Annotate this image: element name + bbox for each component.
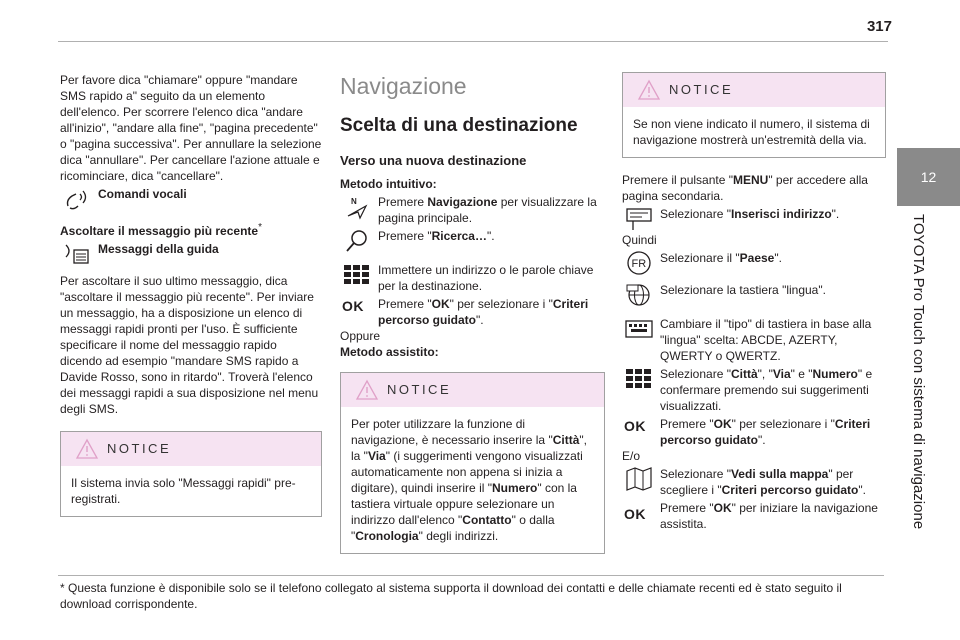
notice-b4: Contatto xyxy=(462,513,512,527)
notice-m3: " con la tastiera virtuale oppure selezionare un indirizzo dall'elenco " xyxy=(351,481,577,527)
step-navigation-row xyxy=(340,194,605,226)
s4-text: Cambiare il "tipo" di tastiera in base alla "lingua" scelta: ABCDE, AZERTY, QWERTY o QWERTZ. xyxy=(660,317,872,363)
page-number: 317 xyxy=(866,18,892,35)
s5-m2: " e " xyxy=(790,367,813,381)
page-title: Navigazione xyxy=(340,73,467,99)
step-city-street-row xyxy=(622,366,886,414)
oppure-text: Oppure xyxy=(340,329,381,343)
s7-pre: Selezionare " xyxy=(660,467,731,481)
s5-b2: Via xyxy=(772,367,791,381)
s8-b1: OK xyxy=(713,501,732,515)
s7-b2: Criteri percorso guidato xyxy=(721,483,859,497)
navigation-arrow-icon xyxy=(342,194,372,220)
step2-bold: Ricerca… xyxy=(431,229,487,243)
country-fr-icon xyxy=(624,250,654,276)
voice-instructions-paragraph: Per favore dica "chiamare" oppure "mandare SMS rapido a" seguito da un elemento dell'elenco. Per scorrere l'elenco dica "andare all'inizio", "andare alla fine", "pagina precedente" o "pagina successiva". Per annullare la selezione dica "annullare". Per cancellare l'azione attuale e ricominciare, dica "cancellare". xyxy=(60,73,322,183)
step1-post: per visualizzare la pagina principale. xyxy=(378,195,597,225)
step-ok-start-row xyxy=(622,500,886,532)
notice-box-2 xyxy=(340,372,605,554)
notice-header xyxy=(61,432,321,466)
notice-b3: Numero xyxy=(492,481,538,495)
chapter-title: TOYOTA Pro Touch con sistema di navigazione xyxy=(910,214,927,530)
listen-footnote-mark: * xyxy=(258,222,262,233)
s7-post: ". xyxy=(858,483,866,497)
s5-post: " e confermare premendo sui suggerimenti visualizzati. xyxy=(660,367,873,413)
header-divider xyxy=(58,41,888,42)
menu-paragraph xyxy=(622,172,886,204)
step-keyboard-type-row xyxy=(622,316,886,364)
guide-messages-label: Messaggi della guida xyxy=(98,242,219,256)
s8-pre: Premere " xyxy=(660,501,714,515)
warning-icon xyxy=(637,79,661,101)
keyboard-grid-icon xyxy=(342,262,372,288)
warning-icon xyxy=(75,438,99,460)
eo-text: E/o xyxy=(622,449,641,463)
step4-mid: " per selezionare i " xyxy=(449,297,553,311)
method-assisted-label: Metodo assistito: xyxy=(340,345,439,359)
notice-label: NOTICE xyxy=(107,441,172,456)
keyboard-icon xyxy=(624,316,654,342)
s1-post: ". xyxy=(831,207,840,221)
s5-b1: Città xyxy=(730,367,758,381)
notice-text: Se non viene indicato il numero, il sistema di navigazione mostrerà un'estremità della via. xyxy=(633,117,870,147)
s6-b1: OK xyxy=(713,417,732,431)
notice-post: " degli indirizzi. xyxy=(418,529,499,543)
step-map-row xyxy=(622,466,886,498)
s5-pre: Selezionare " xyxy=(660,367,731,381)
s6-mid: " per selezionare i " xyxy=(731,417,835,431)
p1-post: " per accedere alla pagina secondaria. xyxy=(622,173,868,203)
step4-bold1: OK xyxy=(431,297,450,311)
step-country-row xyxy=(622,250,886,276)
s5-b3: Numero xyxy=(812,367,858,381)
listen-heading-line xyxy=(60,220,322,239)
step1-bold: Navigazione xyxy=(427,195,498,209)
notice-b5: Cronologia xyxy=(355,529,419,543)
s1-bold: Inserisci indirizzo xyxy=(730,207,832,221)
p1-pre: Premere il pulsante " xyxy=(622,173,733,187)
step3-text: Immettere un indirizzo o le parole chiave per la destinazione. xyxy=(378,263,594,293)
s6-pre: Premere " xyxy=(660,417,714,431)
fr-text: FR xyxy=(631,258,647,270)
subsection-title: Verso una nuova destinazione xyxy=(340,153,527,168)
footnote: * Questa funzione è disponibile solo se il telefono collegato al sistema supporta il download dei contatti e delle chiamate recenti ed è stato seguito il download corrispondente. xyxy=(60,581,842,611)
notice-box-3 xyxy=(622,72,886,158)
step-insert-address-row xyxy=(622,206,886,232)
step-ok-criteria-row xyxy=(622,416,886,448)
messages-guide-icon xyxy=(62,241,92,267)
notice-m4: " o dalla " xyxy=(351,513,555,543)
s2-pre: Selezionare il " xyxy=(660,251,740,265)
s5-m1: ", " xyxy=(757,367,773,381)
language-globe-icon xyxy=(624,282,654,308)
step1-pre: Premere xyxy=(378,195,428,209)
guide-messages-row xyxy=(60,241,322,267)
column-3 xyxy=(622,72,886,532)
chapter-side-title xyxy=(903,214,931,554)
notice-text xyxy=(341,407,604,553)
ok-label: OK xyxy=(624,418,646,434)
notice-pre: Per poter utilizzare la funzione di navigazione, è necessario inserire la " xyxy=(351,417,553,447)
s2-bold: Paese xyxy=(739,251,775,265)
notice-label: NOTICE xyxy=(387,382,452,397)
step4-pre: Premere " xyxy=(378,297,432,311)
address-sign-icon xyxy=(624,206,654,232)
method-intuitive-label: Metodo intuitivo: xyxy=(340,177,437,191)
notice-label: NOTICE xyxy=(669,82,734,97)
footer-divider xyxy=(58,575,884,576)
search-icon xyxy=(342,228,372,254)
ok-label: OK xyxy=(342,298,364,314)
chapter-tab-number: 12 xyxy=(920,169,937,185)
step-keyboard-row xyxy=(340,262,605,294)
notice-header xyxy=(623,73,885,107)
step2-post: ". xyxy=(486,229,495,243)
s7-mid: " per scegliere i " xyxy=(660,467,854,497)
chapter-tab xyxy=(897,148,960,206)
s6-b2: Criteri percorso guidato xyxy=(660,417,871,447)
s7-b1: Vedi sulla mappa xyxy=(730,467,829,481)
column-2 xyxy=(340,72,605,554)
notice-header xyxy=(341,373,604,407)
warning-icon xyxy=(355,379,379,401)
svg-text:N: N xyxy=(351,197,357,206)
listen-instructions-paragraph: Per ascoltare il suo ultimo messaggio, dica "ascoltare il messaggio più recente". Per inviare un messaggio, ha a disposizione un elenco di messaggi rapidi pronti per l'uso. È sufficiente specificare il nome del messaggio rapido dicendo ad esempio "mandare SMS rapido a Davide Rosso, sono in ritardo". Troverà l'elenco dei messaggi rapidi a sua disposizione nel menu degli SMS. xyxy=(60,274,319,416)
s8-post: " per iniziare la navigazione assistita. xyxy=(660,501,878,531)
voice-commands-label: Comandi vocali xyxy=(98,187,187,201)
step2-pre: Premere " xyxy=(378,229,432,243)
step-keyboard-language-row xyxy=(622,282,886,308)
step4-bold2: Criteri percorso guidato xyxy=(378,297,589,327)
p1-bold: MENU xyxy=(732,173,769,187)
s1-pre: Selezionare " xyxy=(660,207,731,221)
notice-m1: ", la " xyxy=(351,433,587,463)
quindi-text: Quindi xyxy=(622,233,657,247)
keyboard-grid-icon xyxy=(624,366,654,392)
notice-text: Il sistema invia solo "Messaggi rapidi" pre-registrati. xyxy=(71,476,296,506)
section-title: Scelta di una destinazione xyxy=(340,115,578,136)
column-1 xyxy=(60,72,322,517)
step-search-row xyxy=(340,228,605,254)
notice-b1: Città xyxy=(552,433,580,447)
voice-commands-row xyxy=(60,186,322,212)
s2-post: ". xyxy=(774,251,782,265)
s3-text: Selezionare la tastiera "lingua". xyxy=(660,283,826,297)
notice-m2: " (i suggerimenti vengono visualizzati automaticamente non appena si inizia a digitare), quindi inserire il " xyxy=(351,449,583,495)
ok-label: OK xyxy=(624,506,646,522)
voice-command-icon xyxy=(62,186,92,212)
s6-post: ". xyxy=(758,433,766,447)
notice-b2: Via xyxy=(367,449,386,463)
step-ok-row xyxy=(340,296,605,328)
notice-box-1 xyxy=(60,431,322,517)
map-icon xyxy=(624,466,654,492)
step4-post: ". xyxy=(476,313,484,327)
listen-heading: Ascoltare il messaggio più recente xyxy=(60,224,259,238)
